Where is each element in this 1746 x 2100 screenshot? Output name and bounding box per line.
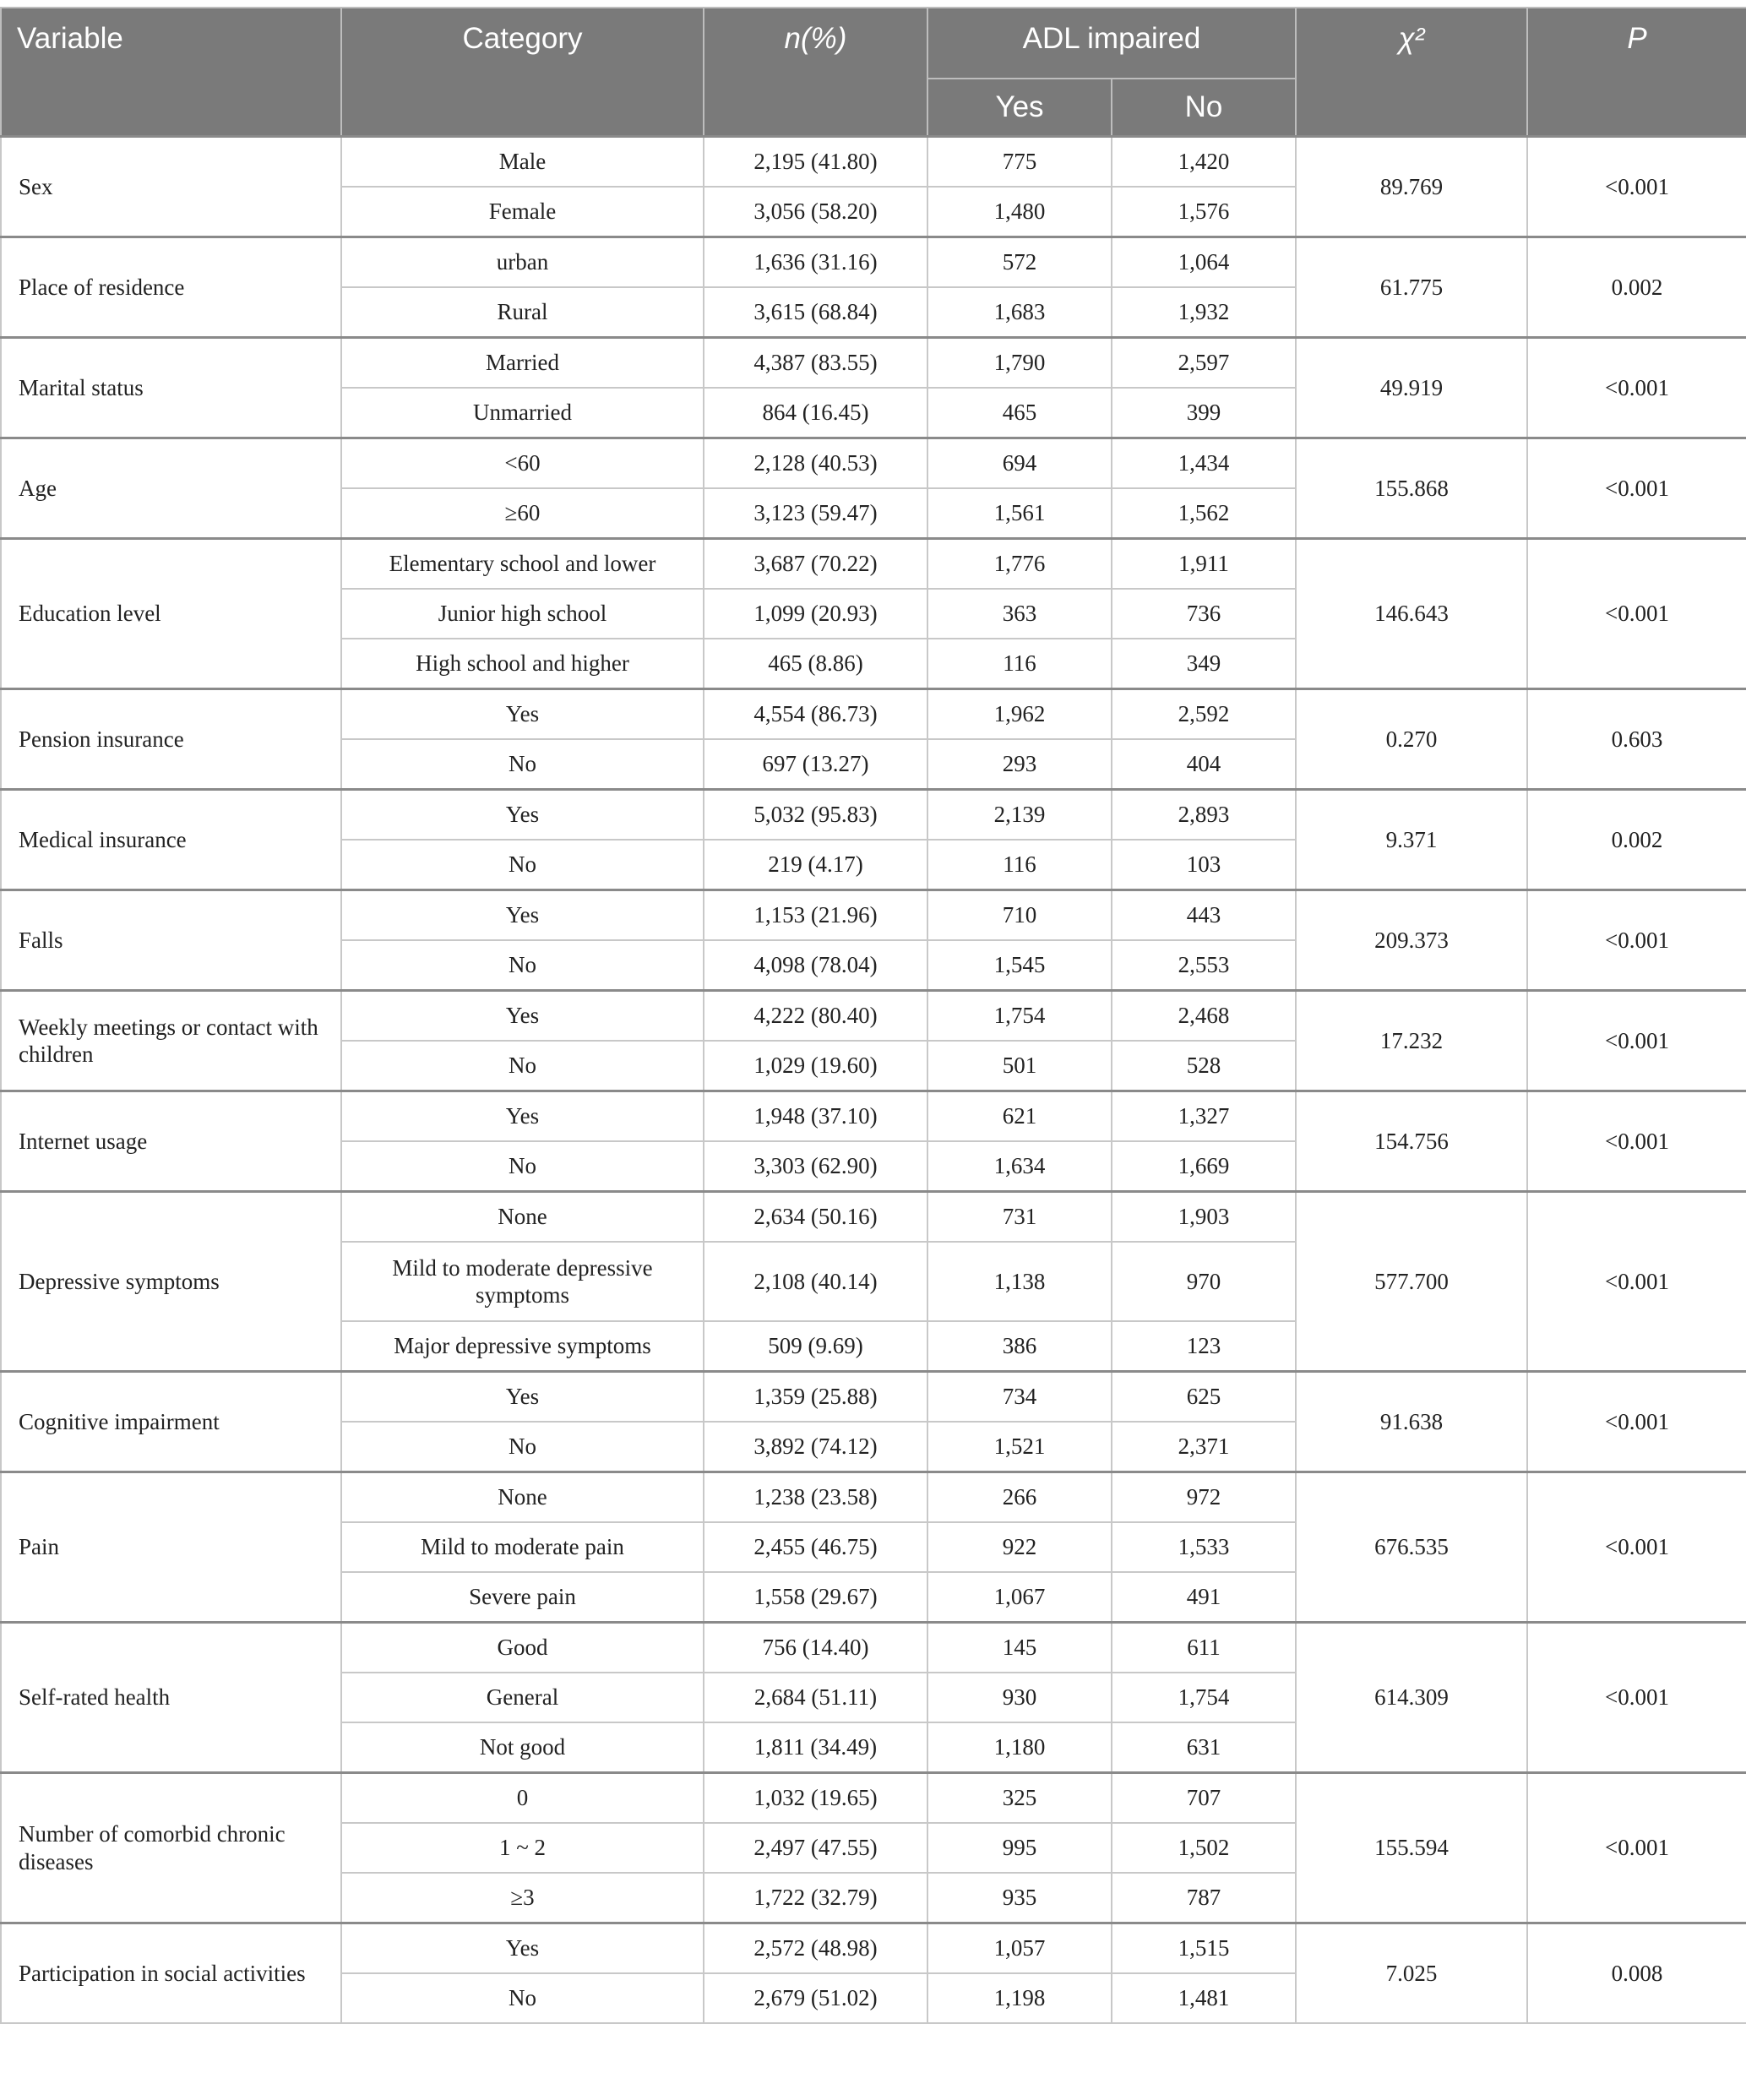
p-value-cell: 0.008 bbox=[1527, 1923, 1746, 2024]
table-row bbox=[1, 137, 1746, 188]
variable-cell: Pension insurance bbox=[1, 689, 341, 790]
category-cell: Married bbox=[341, 338, 704, 389]
header-adl-impaired: ADL impaired bbox=[927, 8, 1296, 79]
category-cell: No bbox=[341, 1041, 704, 1091]
category-cell: urban bbox=[341, 237, 704, 288]
adl-yes-cell: 1,634 bbox=[927, 1141, 1112, 1192]
adl-yes-cell: 775 bbox=[927, 137, 1112, 188]
variable-cell: Weekly meetings or contact with children bbox=[1, 991, 341, 1091]
table-row bbox=[1, 1773, 1746, 1824]
table-row bbox=[1, 991, 1746, 1042]
p-value-cell: <0.001 bbox=[1527, 1623, 1746, 1773]
category-cell: None bbox=[341, 1192, 704, 1243]
chi-square-cell: 155.594 bbox=[1296, 1773, 1527, 1923]
adl-no-cell: 625 bbox=[1112, 1372, 1296, 1423]
chi-square-cell: 61.775 bbox=[1296, 237, 1527, 338]
variable-cell: Pain bbox=[1, 1472, 341, 1623]
adl-yes-cell: 1,138 bbox=[927, 1242, 1112, 1321]
category-cell: No bbox=[341, 1422, 704, 1472]
variable-cell: Medical insurance bbox=[1, 790, 341, 890]
adl-no-cell: 1,502 bbox=[1112, 1823, 1296, 1873]
header-chi-square: χ² bbox=[1296, 8, 1527, 137]
n-percent-cell: 1,948 (37.10) bbox=[704, 1091, 927, 1142]
adl-no-cell: 707 bbox=[1112, 1773, 1296, 1824]
n-percent-cell: 1,032 (19.65) bbox=[704, 1773, 927, 1824]
chi-square-cell: 676.535 bbox=[1296, 1472, 1527, 1623]
n-percent-cell: 3,056 (58.20) bbox=[704, 187, 927, 237]
p-value-cell: 0.002 bbox=[1527, 790, 1746, 890]
variable-cell: Depressive symptoms bbox=[1, 1192, 341, 1372]
n-percent-cell: 3,687 (70.22) bbox=[704, 539, 927, 590]
adl-no-cell: 1,562 bbox=[1112, 488, 1296, 539]
category-cell: Yes bbox=[341, 890, 704, 941]
category-cell: No bbox=[341, 1973, 704, 2023]
n-percent-cell: 4,222 (80.40) bbox=[704, 991, 927, 1042]
n-percent-cell: 2,572 (48.98) bbox=[704, 1923, 927, 1974]
adl-yes-cell: 501 bbox=[927, 1041, 1112, 1091]
n-percent-cell: 1,238 (23.58) bbox=[704, 1472, 927, 1523]
adl-yes-cell: 922 bbox=[927, 1522, 1112, 1572]
category-cell: Yes bbox=[341, 790, 704, 841]
n-percent-cell: 3,303 (62.90) bbox=[704, 1141, 927, 1192]
adl-no-cell: 1,327 bbox=[1112, 1091, 1296, 1142]
p-value-cell: <0.001 bbox=[1527, 1192, 1746, 1372]
n-percent-cell: 2,684 (51.11) bbox=[704, 1673, 927, 1722]
table-row bbox=[1, 539, 1746, 590]
category-cell: Unmarried bbox=[341, 388, 704, 438]
n-percent-cell: 1,359 (25.88) bbox=[704, 1372, 927, 1423]
n-percent-cell: 2,128 (40.53) bbox=[704, 438, 927, 489]
adl-no-cell: 491 bbox=[1112, 1572, 1296, 1623]
adl-no-cell: 631 bbox=[1112, 1722, 1296, 1773]
header-category: Category bbox=[341, 8, 704, 137]
adl-no-cell: 2,597 bbox=[1112, 338, 1296, 389]
adl-no-cell: 1,533 bbox=[1112, 1522, 1296, 1572]
n-percent-cell: 4,387 (83.55) bbox=[704, 338, 927, 389]
p-value-cell: <0.001 bbox=[1527, 137, 1746, 237]
header-adl-no: No bbox=[1112, 79, 1296, 137]
n-percent-cell: 3,892 (74.12) bbox=[704, 1422, 927, 1472]
variable-cell: Participation in social activities bbox=[1, 1923, 341, 2024]
adl-yes-cell: 1,198 bbox=[927, 1973, 1112, 2023]
adl-no-cell: 970 bbox=[1112, 1242, 1296, 1321]
p-value-cell: <0.001 bbox=[1527, 1773, 1746, 1923]
adl-no-cell: 736 bbox=[1112, 589, 1296, 639]
adl-yes-cell: 995 bbox=[927, 1823, 1112, 1873]
adl-yes-cell: 1,754 bbox=[927, 991, 1112, 1042]
table-row bbox=[1, 1623, 1746, 1673]
variable-cell: Education level bbox=[1, 539, 341, 689]
p-value-cell: <0.001 bbox=[1527, 991, 1746, 1091]
category-cell: 1 ~ 2 bbox=[341, 1823, 704, 1873]
variable-cell: Number of comorbid chronic diseases bbox=[1, 1773, 341, 1923]
n-percent-cell: 219 (4.17) bbox=[704, 840, 927, 890]
adl-no-cell: 1,911 bbox=[1112, 539, 1296, 590]
n-percent-cell: 4,554 (86.73) bbox=[704, 689, 927, 740]
n-percent-cell: 3,615 (68.84) bbox=[704, 287, 927, 338]
adl-no-cell: 611 bbox=[1112, 1623, 1296, 1673]
variable-cell: Age bbox=[1, 438, 341, 539]
n-percent-cell: 3,123 (59.47) bbox=[704, 488, 927, 539]
adl-yes-cell: 1,067 bbox=[927, 1572, 1112, 1623]
p-value-cell: 0.002 bbox=[1527, 237, 1746, 338]
adl-table bbox=[0, 7, 1746, 2024]
n-percent-cell: 1,636 (31.16) bbox=[704, 237, 927, 288]
adl-yes-cell: 325 bbox=[927, 1773, 1112, 1824]
adl-no-cell: 1,515 bbox=[1112, 1923, 1296, 1974]
category-cell: No bbox=[341, 940, 704, 991]
adl-yes-cell: 621 bbox=[927, 1091, 1112, 1142]
category-cell: Mild to moderate depressive symptoms bbox=[341, 1242, 704, 1321]
adl-yes-cell: 734 bbox=[927, 1372, 1112, 1423]
p-value-cell: <0.001 bbox=[1527, 1372, 1746, 1472]
table-row bbox=[1, 438, 1746, 489]
category-cell: Major depressive symptoms bbox=[341, 1321, 704, 1372]
table-header bbox=[1, 8, 1746, 137]
n-percent-cell: 2,108 (40.14) bbox=[704, 1242, 927, 1321]
adl-no-cell: 1,932 bbox=[1112, 287, 1296, 338]
adl-no-cell: 1,903 bbox=[1112, 1192, 1296, 1243]
table-row bbox=[1, 1923, 1746, 1974]
adl-yes-cell: 1,180 bbox=[927, 1722, 1112, 1773]
adl-no-cell: 399 bbox=[1112, 388, 1296, 438]
category-cell: Male bbox=[341, 137, 704, 188]
adl-yes-cell: 1,962 bbox=[927, 689, 1112, 740]
chi-square-cell: 209.373 bbox=[1296, 890, 1527, 991]
adl-no-cell: 972 bbox=[1112, 1472, 1296, 1523]
variable-cell: Falls bbox=[1, 890, 341, 991]
category-cell: <60 bbox=[341, 438, 704, 489]
adl-no-cell: 528 bbox=[1112, 1041, 1296, 1091]
adl-no-cell: 2,893 bbox=[1112, 790, 1296, 841]
category-cell: Elementary school and lower bbox=[341, 539, 704, 590]
n-percent-cell: 1,811 (34.49) bbox=[704, 1722, 927, 1773]
chi-square-cell: 9.371 bbox=[1296, 790, 1527, 890]
chi-square-cell: 89.769 bbox=[1296, 137, 1527, 237]
table-row bbox=[1, 1192, 1746, 1243]
adl-yes-cell: 1,776 bbox=[927, 539, 1112, 590]
variable-cell: Sex bbox=[1, 137, 341, 237]
adl-yes-cell: 266 bbox=[927, 1472, 1112, 1523]
p-value-cell: 0.603 bbox=[1527, 689, 1746, 790]
table-row bbox=[1, 1091, 1746, 1142]
category-cell: Yes bbox=[341, 1091, 704, 1142]
adl-no-cell: 443 bbox=[1112, 890, 1296, 941]
adl-yes-cell: 1,790 bbox=[927, 338, 1112, 389]
n-percent-cell: 2,195 (41.80) bbox=[704, 137, 927, 188]
n-percent-cell: 5,032 (95.83) bbox=[704, 790, 927, 841]
table-row bbox=[1, 790, 1746, 841]
chi-square-cell: 146.643 bbox=[1296, 539, 1527, 689]
chi-square-cell: 154.756 bbox=[1296, 1091, 1527, 1192]
category-cell: ≥60 bbox=[341, 488, 704, 539]
chi-square-cell: 49.919 bbox=[1296, 338, 1527, 438]
header-variable: Variable bbox=[1, 8, 341, 137]
category-cell: Junior high school bbox=[341, 589, 704, 639]
chi-square-cell: 614.309 bbox=[1296, 1623, 1527, 1773]
n-percent-cell: 697 (13.27) bbox=[704, 739, 927, 790]
p-value-cell: <0.001 bbox=[1527, 539, 1746, 689]
adl-yes-cell: 293 bbox=[927, 739, 1112, 790]
category-cell: Female bbox=[341, 187, 704, 237]
adl-no-cell: 2,371 bbox=[1112, 1422, 1296, 1472]
chi-square-cell: 91.638 bbox=[1296, 1372, 1527, 1472]
table-row bbox=[1, 237, 1746, 288]
table-row bbox=[1, 689, 1746, 740]
table-row bbox=[1, 890, 1746, 941]
adl-yes-cell: 935 bbox=[927, 1873, 1112, 1923]
table-body bbox=[1, 137, 1746, 2024]
adl-yes-cell: 1,521 bbox=[927, 1422, 1112, 1472]
adl-yes-cell: 1,683 bbox=[927, 287, 1112, 338]
category-cell: Yes bbox=[341, 1923, 704, 1974]
adl-no-cell: 1,669 bbox=[1112, 1141, 1296, 1192]
variable-cell: Place of residence bbox=[1, 237, 341, 338]
category-cell: General bbox=[341, 1673, 704, 1722]
n-percent-cell: 756 (14.40) bbox=[704, 1623, 927, 1673]
p-value-cell: <0.001 bbox=[1527, 1091, 1746, 1192]
adl-yes-cell: 1,057 bbox=[927, 1923, 1112, 1974]
category-cell: No bbox=[341, 739, 704, 790]
n-percent-cell: 2,634 (50.16) bbox=[704, 1192, 927, 1243]
adl-no-cell: 103 bbox=[1112, 840, 1296, 890]
adl-yes-cell: 710 bbox=[927, 890, 1112, 941]
variable-cell: Internet usage bbox=[1, 1091, 341, 1192]
adl-no-cell: 1,434 bbox=[1112, 438, 1296, 489]
n-percent-cell: 2,455 (46.75) bbox=[704, 1522, 927, 1572]
adl-no-cell: 2,592 bbox=[1112, 689, 1296, 740]
adl-no-cell: 1,064 bbox=[1112, 237, 1296, 288]
table-row bbox=[1, 338, 1746, 389]
category-cell: No bbox=[341, 1141, 704, 1192]
n-percent-cell: 4,098 (78.04) bbox=[704, 940, 927, 991]
adl-no-cell: 1,576 bbox=[1112, 187, 1296, 237]
category-cell: Yes bbox=[341, 1372, 704, 1423]
adl-yes-cell: 694 bbox=[927, 438, 1112, 489]
category-cell: Severe pain bbox=[341, 1572, 704, 1623]
adl-yes-cell: 116 bbox=[927, 840, 1112, 890]
p-value-cell: <0.001 bbox=[1527, 438, 1746, 539]
adl-no-cell: 404 bbox=[1112, 739, 1296, 790]
adl-no-cell: 349 bbox=[1112, 639, 1296, 689]
adl-yes-cell: 363 bbox=[927, 589, 1112, 639]
n-percent-cell: 1,153 (21.96) bbox=[704, 890, 927, 941]
p-value-cell: <0.001 bbox=[1527, 338, 1746, 438]
adl-no-cell: 1,754 bbox=[1112, 1673, 1296, 1722]
adl-yes-cell: 145 bbox=[927, 1623, 1112, 1673]
chi-square-cell: 17.232 bbox=[1296, 991, 1527, 1091]
category-cell: 0 bbox=[341, 1773, 704, 1824]
adl-yes-cell: 465 bbox=[927, 388, 1112, 438]
n-percent-cell: 864 (16.45) bbox=[704, 388, 927, 438]
category-cell: Yes bbox=[341, 689, 704, 740]
category-cell: High school and higher bbox=[341, 639, 704, 689]
category-cell: Not good bbox=[341, 1722, 704, 1773]
table-row bbox=[1, 1472, 1746, 1523]
variable-cell: Marital status bbox=[1, 338, 341, 438]
chi-square-cell: 0.270 bbox=[1296, 689, 1527, 790]
variable-cell: Cognitive impairment bbox=[1, 1372, 341, 1472]
n-percent-cell: 2,679 (51.02) bbox=[704, 1973, 927, 2023]
n-percent-cell: 1,722 (32.79) bbox=[704, 1873, 927, 1923]
n-percent-cell: 1,558 (29.67) bbox=[704, 1572, 927, 1623]
n-percent-cell: 465 (8.86) bbox=[704, 639, 927, 689]
category-cell: Yes bbox=[341, 991, 704, 1042]
p-value-cell: <0.001 bbox=[1527, 1472, 1746, 1623]
category-cell: None bbox=[341, 1472, 704, 1523]
adl-no-cell: 787 bbox=[1112, 1873, 1296, 1923]
adl-yes-cell: 2,139 bbox=[927, 790, 1112, 841]
header-p-value: P bbox=[1527, 8, 1746, 137]
p-value-cell: <0.001 bbox=[1527, 890, 1746, 991]
category-cell: Rural bbox=[341, 287, 704, 338]
adl-yes-cell: 116 bbox=[927, 639, 1112, 689]
adl-yes-cell: 1,545 bbox=[927, 940, 1112, 991]
adl-no-cell: 1,481 bbox=[1112, 1973, 1296, 2023]
adl-no-cell: 2,553 bbox=[1112, 940, 1296, 991]
adl-yes-cell: 731 bbox=[927, 1192, 1112, 1243]
header-n-percent: n(%) bbox=[704, 8, 927, 137]
header-adl-yes: Yes bbox=[927, 79, 1112, 137]
category-cell: No bbox=[341, 840, 704, 890]
adl-yes-cell: 930 bbox=[927, 1673, 1112, 1722]
variable-cell: Self-rated health bbox=[1, 1623, 341, 1773]
adl-no-cell: 2,468 bbox=[1112, 991, 1296, 1042]
chi-square-cell: 577.700 bbox=[1296, 1192, 1527, 1372]
category-cell: ≥3 bbox=[341, 1873, 704, 1923]
chi-square-cell: 155.868 bbox=[1296, 438, 1527, 539]
category-cell: Mild to moderate pain bbox=[341, 1522, 704, 1572]
n-percent-cell: 1,029 (19.60) bbox=[704, 1041, 927, 1091]
adl-yes-cell: 386 bbox=[927, 1321, 1112, 1372]
adl-no-cell: 1,420 bbox=[1112, 137, 1296, 188]
adl-yes-cell: 1,480 bbox=[927, 187, 1112, 237]
adl-yes-cell: 1,561 bbox=[927, 488, 1112, 539]
chi-square-cell: 7.025 bbox=[1296, 1923, 1527, 2024]
n-percent-cell: 1,099 (20.93) bbox=[704, 589, 927, 639]
adl-no-cell: 123 bbox=[1112, 1321, 1296, 1372]
table-row bbox=[1, 1372, 1746, 1423]
category-cell: Good bbox=[341, 1623, 704, 1673]
adl-yes-cell: 572 bbox=[927, 237, 1112, 288]
n-percent-cell: 2,497 (47.55) bbox=[704, 1823, 927, 1873]
n-percent-cell: 509 (9.69) bbox=[704, 1321, 927, 1372]
